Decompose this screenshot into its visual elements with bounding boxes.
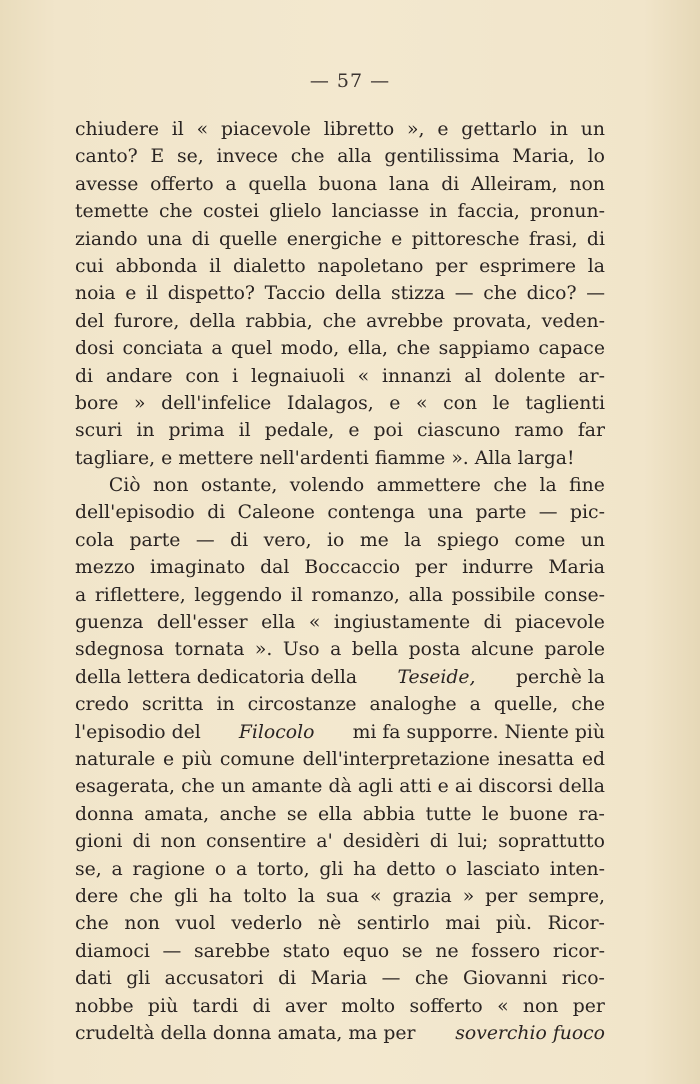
page-number: — 57 —	[309, 70, 391, 92]
body-text	[75, 116, 605, 1047]
text-line: ziando una di quelle energiche e pittoresche frasi, di	[75, 228, 605, 250]
text-line: dati gli accusatori di Maria — che Giovanni rico-	[75, 968, 605, 990]
paragraph-2	[75, 472, 605, 1047]
text-line: dosi conciata a quel modo, ella, che sappiamo capace	[75, 338, 605, 360]
text-line: donna amata, anche se ella abbia tutte le buone ra-	[75, 803, 605, 825]
text-line: nobbe più tardi di aver molto sofferto « non per	[75, 995, 605, 1017]
italic-title-filocolo: Filocolo	[238, 721, 315, 743]
text-line: sdegnosa tornata ». Uso a bella posta alcune parole	[75, 639, 605, 661]
text-line: del furore, della rabbia, che avrebbe provata, veden-	[75, 310, 605, 332]
text-line: se, a ragione o a torto, gli ha detto o lasciato inten-	[75, 858, 605, 880]
text-line: Ciò non ostante, volendo ammettere che la fine	[108, 475, 605, 497]
italic-phrase: soverchio fuoco	[455, 1022, 605, 1044]
text-line: cola parte — di vero, io me la spiego come un	[75, 529, 605, 551]
text-line: che non vuol vederlo nè sentirlo mai più. Ricor-	[75, 913, 605, 935]
text-line: noia e il dispetto? Taccio della stizza — che dico? —	[75, 283, 605, 305]
text-line: temette che costei glielo lanciasse in faccia, pronun-	[75, 201, 605, 223]
text-line	[75, 1020, 605, 1047]
text-line: cui abbonda il dialetto napoletano per esprimere la	[75, 255, 605, 277]
text-line	[75, 664, 605, 691]
text-line: avesse offerto a quella buona lana di Alleiram, non	[75, 173, 605, 195]
text-line: gioni di non consentire a' desidèri di lui; soprattutto	[75, 831, 605, 853]
text-line: credo scritta in circostanze analoghe a quelle, che	[75, 694, 605, 716]
text-line: mezzo imaginato dal Boccaccio per indurre Maria	[75, 557, 605, 579]
text-segment: della lettera dedicatoria della	[75, 666, 358, 688]
text-line: esagerata, che un amante dà agli atti e ai discorsi della	[75, 776, 605, 798]
text-line: guenza dell'esser ella « ingiustamente di piacevole	[75, 612, 605, 634]
text-line: a riflettere, leggendo il romanzo, alla possibile conse-	[75, 584, 605, 606]
text-segment: mi fa supporre. Niente più	[352, 721, 605, 743]
text-line: dere che gli ha tolto la sua « grazia » per sempre,	[75, 885, 605, 907]
text-line: bore » dell'infelice Idalagos, e « con le taglienti	[75, 392, 605, 414]
text-line	[75, 719, 605, 746]
paragraph-1	[75, 116, 605, 472]
text-line: scuri in prima il pedale, e poi ciascuno ramo far	[75, 420, 605, 442]
text-line: naturale e più comune dell'interpretazione inesatta ed	[75, 748, 605, 770]
text-line: chiudere il « piacevole libretto », e gettarlo in un	[75, 119, 605, 140]
text-line: dell'episodio di Caleone contenga una parte — pic-	[75, 502, 605, 524]
italic-title-teseide: Teseide,	[397, 666, 476, 688]
text-segment: perchè la	[515, 666, 605, 688]
text-segment: crudeltà della donna amata, ma per	[75, 1022, 416, 1044]
text-line: tagliare, e mettere nell'ardenti fiamme ». Alla larga!	[75, 447, 575, 469]
text-line: di andare con i legnaiuoli « innanzi al dolente ar-	[75, 365, 605, 387]
text-line: diamoci — sarebbe stato equo se ne fossero ricor-	[75, 940, 605, 962]
text-segment: l'episodio del	[75, 721, 201, 743]
text-line: canto? E se, invece che alla gentilissima Maria, lo	[75, 146, 605, 168]
